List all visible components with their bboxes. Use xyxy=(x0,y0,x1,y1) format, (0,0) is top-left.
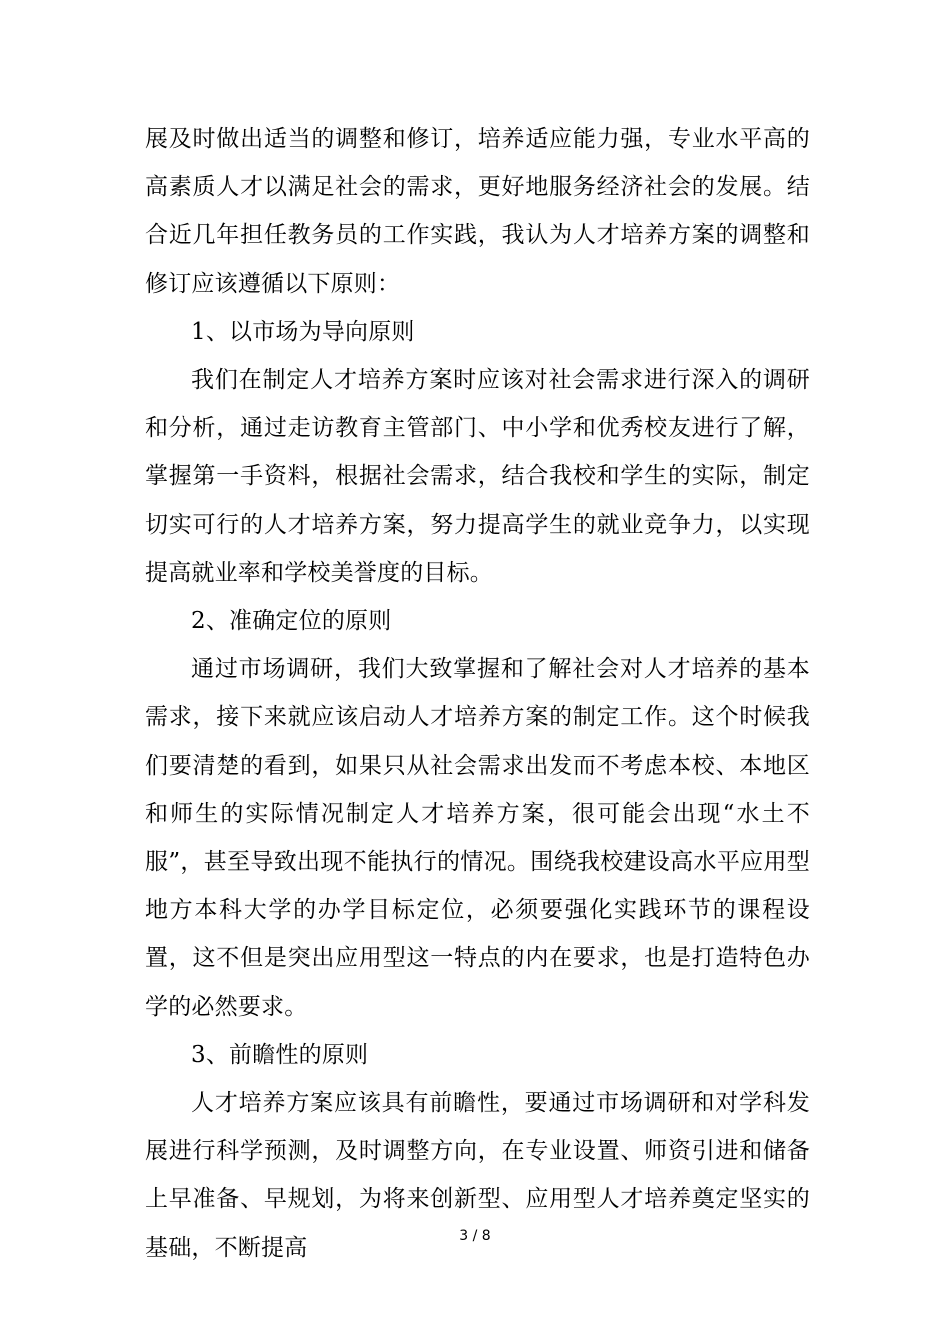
section-heading-forward-looking: 3、前瞻性的原则 xyxy=(191,1041,369,1068)
paragraph-accurate-positioning: 通过市场调研，我们大致掌握和了解社会对人才培养的基本需求，接下来就应该启动人才培养方案的制定工作。这个时候我们要清楚的看到，如果只从社会需求出发而不考虑本校、本地区和师生的实际情况制定人才培养方案，很可能会出现“水土不服”，甚至导致出现不能执行的情况。围绕我校建设高水平应用型地方本科大学的办学目标定位，必须要强化实践环节的课程设置，这不但是突出应用型这一特点的内在要求，也是打造特色办学的必然要求。 xyxy=(145,656,810,1020)
document-body xyxy=(145,115,810,1272)
section-heading-accurate-positioning: 2、准确定位的原则 xyxy=(191,608,392,635)
paragraph-continuation: 展及时做出适当的调整和修订，培养适应能力强，专业水平高的高素质人才以满足社会的需求，更好地服务经济社会的发展。结合近几年担任教务员的工作实践，我认为人才培养方案的调整和修订应该遵循以下原则： xyxy=(145,126,810,297)
paragraph-forward-looking: 人才培养方案应该具有前瞻性，要通过市场调研和对学科发展进行科学预测，及时调整方向，在专业设置、师资引进和储备上早准备、早规划，为将来创新型、应用型人才培养奠定坚实的基础，不断提高 xyxy=(145,1090,810,1261)
paragraph-market-oriented: 我们在制定人才培养方案时应该对社会需求进行深入的调研和分析，通过走访教育主管部门、中小学和优秀校友进行了解，掌握第一手资料，根据社会需求，结合我校和学生的实际，制定切实可行的人才培养方案，努力提高学生的就业竞争力，以实现提高就业率和学校美誉度的目标。 xyxy=(145,367,810,586)
page-number: 3 / 8 xyxy=(459,1228,491,1244)
section-heading-market-oriented: 1、以市场为导向原则 xyxy=(191,318,415,345)
